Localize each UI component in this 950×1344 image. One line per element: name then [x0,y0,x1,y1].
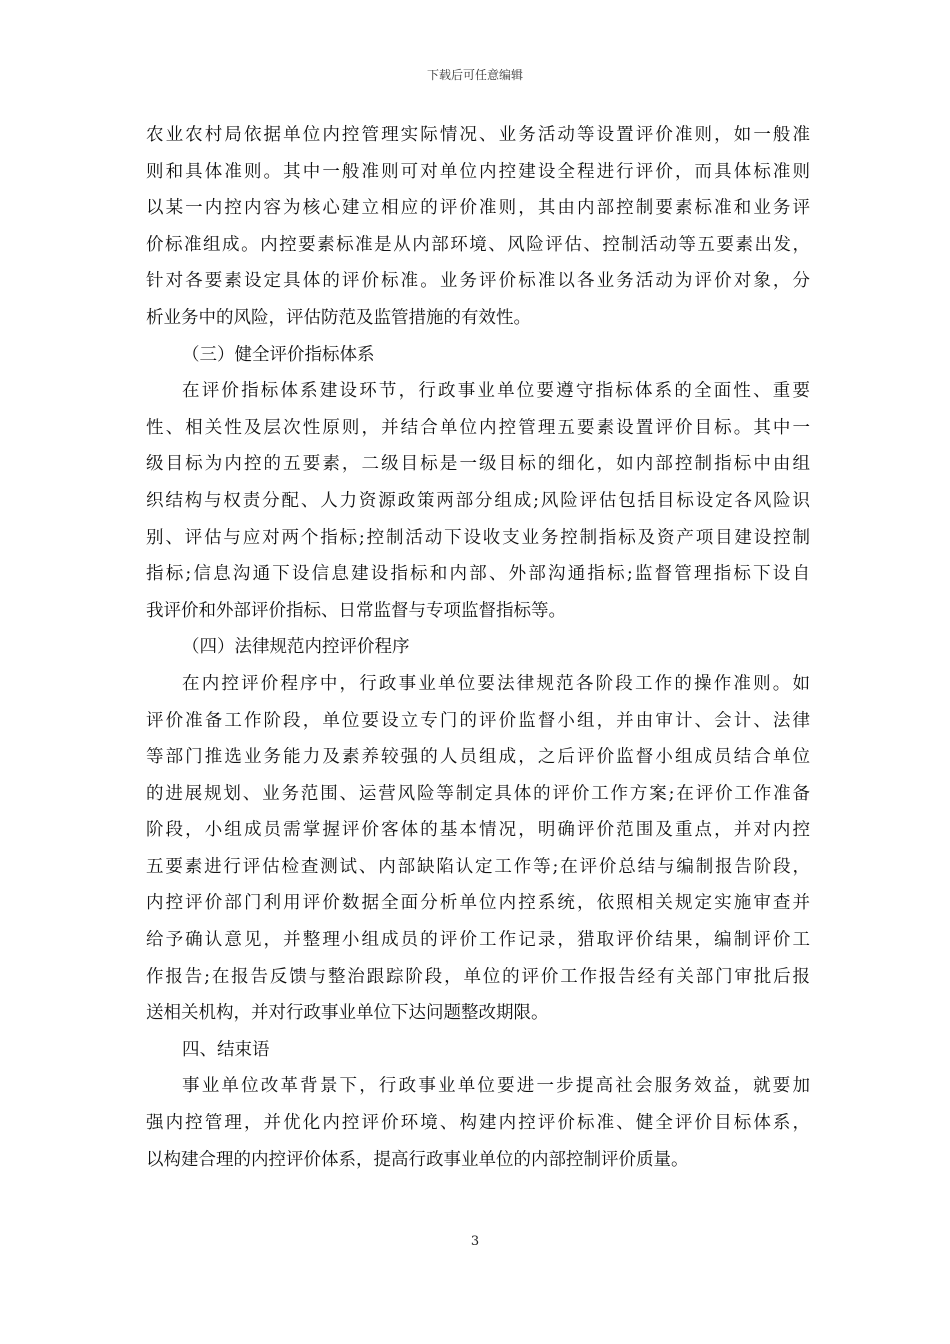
text-line: 内控评价部门利用评价数据全面分析单位内控系统，依照相关规定实施审查并 [146,893,810,914]
text-line: 性、相关性及层次性原则，并结合单位内控管理五要素设置评价目标。其中一 [146,417,810,438]
text-line: 以构建合理的内控评价体系，提高行政事业单位的内部控制评价质量。 [146,1149,689,1170]
text-line: 针对各要素设定具体的评价标准。业务评价标准以各业务活动为评价对象，分 [146,271,810,292]
text-line: 别、评估与应对两个指标;控制活动下设收支业务控制指标及资产项目建设控制 [146,527,810,548]
section-heading: 四、结束语 [182,1039,270,1060]
text-line: 价标准组成。内控要素标准是从内部环境、风险评估、控制活动等五要素出发， [146,234,810,255]
text-line: 析业务中的风险，评估防范及监管措施的有效性。 [146,307,531,328]
section-heading: （三）健全评价指标体系 [182,344,375,365]
text-line: 级目标为内控的五要素，二级目标是一级目标的细化，如内部控制指标中由组 [146,454,810,475]
text-line: 作报告;在报告反馈与整治跟踪阶段，单位的评价工作报告经有关部门审批后报 [146,966,810,987]
text-line: 织结构与权责分配、人力资源政策两部分组成;风险评估包括目标设定各风险识 [146,490,810,511]
text-line: 农业农村局依据单位内控管理实际情况、业务活动等设置评价准则，如一般准 [146,125,810,145]
text-line: 五要素进行评估检查测试、内部缺陷认定工作等;在评价总结与编制报告阶段， [146,856,810,877]
text-line: 在内控评价程序中，行政事业单位要法律规范各阶段工作的操作准则。如 [182,673,810,694]
text-line: 送相关机构，并对行政事业单位下达问题整改期限。 [146,1003,549,1024]
text-line: 的进展规划、业务范围、运营风险等制定具体的评价工作方案;在评价工作准备 [146,783,810,804]
text-line: 我评价和外部评价指标、日常监督与专项监督指标等。 [146,600,566,621]
text-line: 阶段，小组成员需掌握评价客体的基本情况，明确评价范围及重点，并对内控 [146,820,810,841]
text-line: 则和具体准则。其中一般准则可对单位内控建设全程进行评价，而具体标准则 [146,161,810,182]
text-line: 事业单位改革背景下，行政事业单位要进一步提高社会服务效益，就要加 [182,1076,810,1097]
text-line: 以某一内控内容为核心建立相应的评价准则，其由内部控制要素标准和业务评 [146,198,810,219]
text-line: 在评价指标体系建设环节，行政事业单位要遵守指标体系的全面性、重要 [182,381,810,402]
section-heading: （四）法律规范内控评价程序 [182,637,410,658]
page-header: 下载后可任意编辑 [426,68,523,82]
text-line: 指标;信息沟通下设信息建设指标和内部、外部沟通指标;监督管理指标下设自 [146,564,810,585]
document-body [146,117,810,1178]
text-line: 等部门推选业务能力及素养较强的人员组成，之后评价监督小组成员结合单位 [146,747,810,768]
text-line: 给予确认意见，并整理小组成员的评价工作记录，猎取评价结果，编制评价工 [146,930,810,951]
page-number: 3 [470,1234,480,1249]
text-line: 强内控管理，并优化内控评价环境、构建内控评价标准、健全评价目标体系， [146,1113,810,1134]
text-line: 评价准备工作阶段，单位要设立专门的评价监督小组，并由审计、会计、法律 [146,710,810,731]
